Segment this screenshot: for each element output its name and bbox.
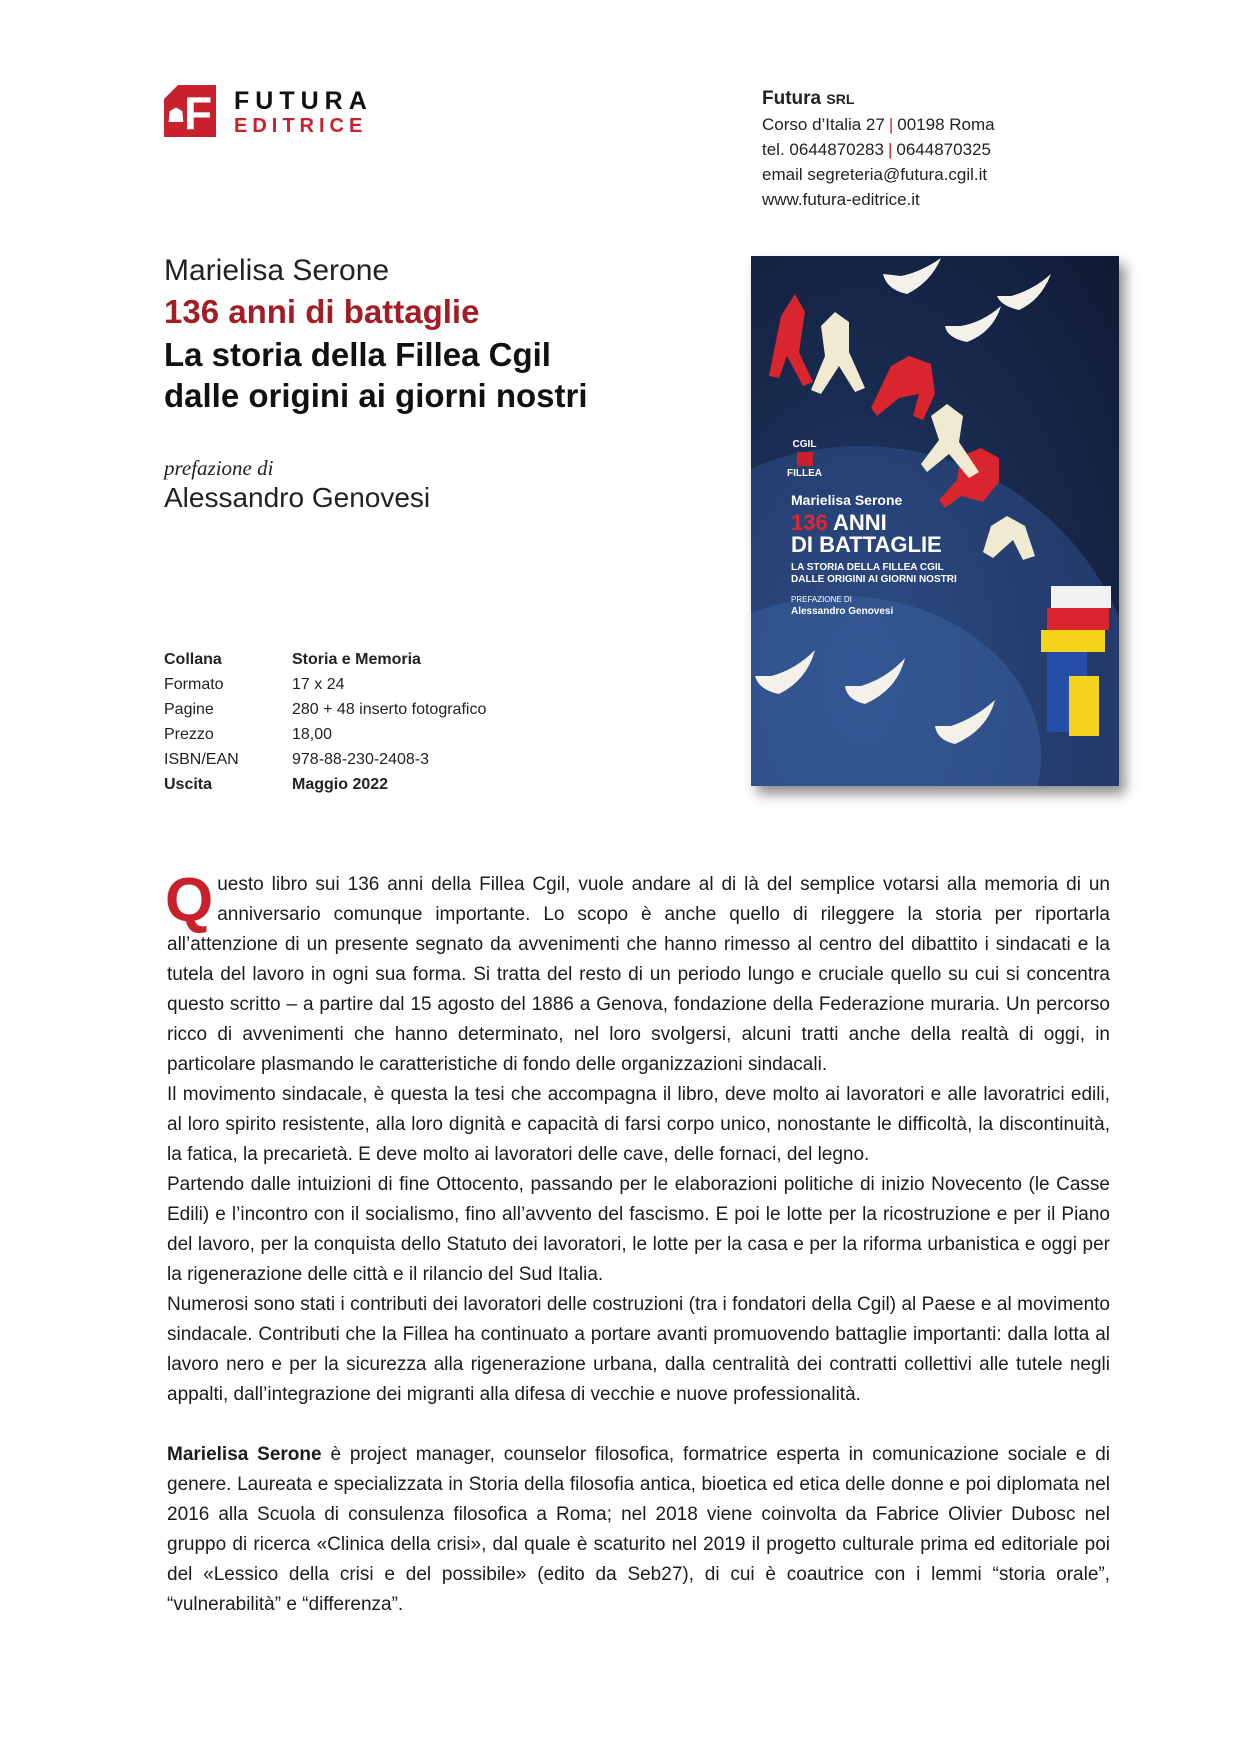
book-title: 136 anni di battaglie: [164, 293, 480, 330]
paragraph: Partendo dalle intuizioni di fine Ottocento, passando per le elaborazioni politiche di inizio Novecento (le Casse Edili) e l’incontro con il socialismo, fino all’avvento del fascismo. E poi le lotte per la ricostruzione e per il Piano del lavoro, per la conquista dello Statuto dei lavoratori, le lotte per la casa e per la riforma urbanistica e oggi per la rigenerazione delle città e il rilancio del Sud Italia.: [167, 1174, 1110, 1285]
publisher-logo: [164, 85, 394, 141]
spec-row: Collana Storia e Memoria: [164, 651, 421, 668]
preface-author: Alessandro Genovesi: [164, 482, 431, 513]
book-description: [165, 866, 1110, 1620]
paragraph: Il movimento sindacale, è questa la tesi che accompagna il libro, deve molto ai lavoratori e alle lavoratrici edili, al loro spirito resistente, alla loro dignità e capacità di farsi corpo unico, nonostante le difficoltà, la discontinuità, la fatica, la precarietà. E deve molto ai lavoratori delle cave, delle fornaci, del legno.: [167, 1084, 1110, 1165]
cgil-logo-icon: [797, 452, 813, 466]
phone-numbers: tel. 0644870283 | 0644870325: [762, 140, 991, 159]
cover-preface: PREFAZIONE DI Alessandro Genovesi: [791, 595, 894, 617]
cover-title: 136 ANNI DI BATTAGLIE: [791, 510, 942, 557]
spec-row: Uscita Maggio 2022: [164, 776, 389, 793]
spec-row: Formato 17 x 24: [164, 676, 345, 693]
logo-text-futura: FUTURA: [234, 87, 373, 115]
cover-subtitle: LA STORIA DELLA FILLEA CGIL DALLE ORIGINI AI GIORNI NOSTRI: [791, 562, 957, 585]
cover-cgil-logo: CGIL FILLEA: [787, 439, 822, 479]
website-link[interactable]: www.futura-editrice.it: [762, 190, 920, 209]
cover-author: Marielisa Serone: [791, 492, 903, 508]
company-name: Futura SRL: [762, 88, 855, 109]
address: Corso d’Italia 27 | 00198 Roma: [762, 115, 995, 134]
book-author: Marielisa Serone: [164, 254, 390, 287]
spec-row: Pagine 280 + 48 inserto fotografico: [164, 701, 487, 718]
book-subtitle: La storia della Fillea Cgil dalle origini ai giorni nostri: [164, 336, 588, 414]
paragraph: Questo libro sui 136 anni della Fillea Cgil, vuole andare al di là del semplice votarsi alla memoria di un anniversario comunque importante. Lo scopo è anche quello di rileggere la storia per riportarla all’attenzione di un presente segnato da avvenimenti che hanno rimesso al centro del dibattito i sindacati e la tutela del lavoro in ogni sua forma. Si tratta del resto di un periodo lungo e cruciale quello su cui si concentra questo scritto – a partire dal 15 agosto del 1886 a Genova, fondazione della Federazione muraria. Un percorso ricco di avvenimenti che hanno determinato, nel loro svolgersi, alcuni tratti anche della realtà di oggi, in particolare plasmando le caratteristiche di fondo delle organizzazioni sindacali.: [165, 866, 1110, 1075]
book-cover-image: [751, 256, 1119, 786]
book-specs-table: [164, 651, 486, 801]
futura-logo-icon: F ☗: [164, 85, 216, 137]
publisher-contact: [762, 86, 1092, 212]
spec-row: Prezzo 18,00: [164, 726, 333, 743]
author-bio: Marielisa Serone è project manager, counselor filosofica, formatrice esperta in comunicazione sociale e di genere. Laureata e specializzata in Storia della filosofia antica, bioetica ed etica delle donne e poi diplomata nel 2016 alla Scuola di consulenza filosofica a Roma; nel 2018 viene coinvolta da Fabrice Olivier Dubosc nel gruppo di ricerca «Clinica della crisi», dal quale è scaturito nel 2019 il progetto culturale prima ed editoriale poi del «Lessico della crisi e del possibile» (edito da Seb27), di cui è coautrice con i lemmi “storia orale”, “vulnerabilità” e “differenza”.: [167, 1444, 1110, 1615]
logo-text-editrice: EDITRICE: [234, 115, 368, 137]
spec-row: ISBN/EAN 978-88-230-2408-3: [164, 751, 429, 768]
preface-label: prefazione di: [164, 456, 274, 480]
paragraph: Numerosi sono stati i contributi dei lavoratori delle costruzioni (tra i fondatori della Cgil) al Paese e al movimento sindacale. Contributi che la Fillea ha continuato a portare avanti promuovendo battaglie importanti: dalla lotta al lavoro nero e per la sicurezza alla rigenerazione urbana, dalla centralità dei contratti collettivi alle tutele negli appalti, dall’integrazione dei migranti alla difesa di vecchie e nuove professionalità.: [167, 1294, 1110, 1405]
drop-cap: Q: [165, 866, 214, 935]
email: email segreteria@futura.cgil.it: [762, 165, 988, 184]
